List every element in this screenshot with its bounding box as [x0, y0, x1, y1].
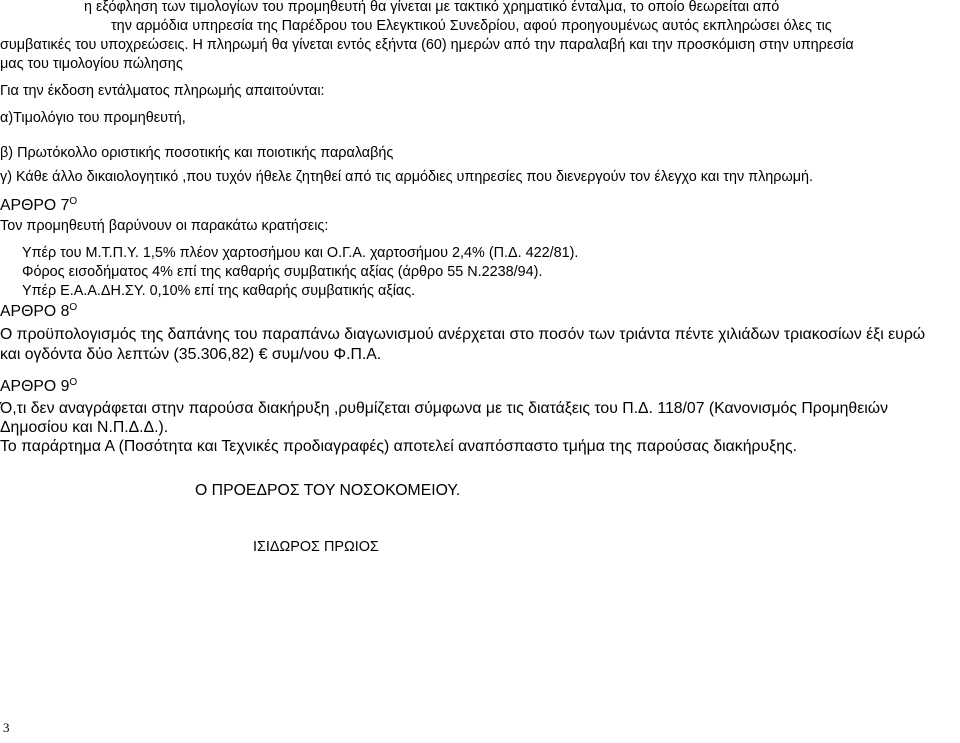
article-7-intro: Τον προμηθευτή βαρύνουν οι παρακάτω κρατήσεις: — [0, 218, 329, 234]
deduction-1: Υπέρ του Μ.Τ.Π.Υ. 1,5% πλέον χαρτοσήμου και Ο.Γ.Α. χαρτοσήμου 2,4% (Π.Δ. 422/81). — [22, 245, 579, 261]
annex-statement: Το παράρτημα Α (Ποσότητα και Τεχνικές προδιαγραφές) αποτελεί αναπόσπαστο τμήμα της παρούσας διακήρυξης. — [0, 438, 797, 455]
intro-line-4: μας του τιμολογίου πώλησης — [0, 56, 183, 72]
article-8-title: ΑΡΘΡΟ $8^O$ — [0, 302, 78, 320]
article-8-line-1: Ο προϋπολογισμός της δαπάνης του παραπάνω διαγωνισμού ανέρχεται στο ποσόν των τριάντα πέντε χιλιάδων τριακοσίων έξι ευρώ — [0, 326, 926, 343]
article-7-superscript: Ο — [69, 196, 78, 207]
article-7-title: ΑΡΘΡΟ $7^O$ — [0, 196, 78, 214]
signature-name: ΙΣΙΔΩΡΟΣ ΠΡΩΙΟΣ — [253, 539, 379, 555]
deduction-3: Υπέρ Ε.Α.Α.ΔΗ.ΣΥ. 0,10% επί της καθαρής συμβατικής αξίας. — [22, 283, 416, 299]
article-9-line-1: Ό,τι δεν αναγράφεται στην παρούσα διακήρυξη ,ρυθμίζεται σύμφωνα με τις διατάξεις του Π.Δ. 118/07 (Κανονισμός Προμηθειών — [0, 400, 888, 417]
article-9-superscript: Ο — [69, 377, 78, 388]
article-9-line-2: Δημοσίου και Ν.Π.Δ.Δ.). — [0, 419, 169, 436]
signature-title: Ο ΠΡΟΕΔΡΟΣ ΤΟΥ ΝΟΣΟΚΟΜΕΙΟΥ. — [195, 482, 461, 499]
requirement-b: β) Πρωτόκολλο οριστικής ποσοτικής και ποιοτικής παραλαβής — [0, 145, 394, 161]
intro-line-2: την αρμόδια υπηρεσία της Παρέδρου του Ελεγκτικού Συνεδρίου, αφού προηγουμένως αυτός εκπληρώσει όλες τις — [111, 18, 832, 34]
article-9-title: ΑΡΘΡΟ $9^O$ — [0, 377, 78, 395]
requirements-heading: Για την έκδοση εντάλματος πληρωμής απαιτούνται: — [0, 83, 325, 99]
deduction-2: Φόρος εισοδήματος 4% επί της καθαρής συμβατικής αξίας (άρθρο 55 Ν.2238/94). — [22, 264, 543, 280]
article-8-line-2: και ογδόντα δύο λεπτών (35.306,82) € συμ/νου Φ.Π.Α. — [0, 346, 382, 363]
page-number: 3 — [3, 720, 10, 735]
requirement-c: γ) Κάθε άλλο δικαιολογητικό ,που τυχόν ήθελε ζητηθεί από τις αρμόδιες υπηρεσίες που διενεργούν τον έλεγχο και την πληρωμή. — [0, 169, 813, 185]
article-8-superscript: Ο — [69, 302, 78, 313]
intro-line-3: συμβατικές του υποχρεώσεις. Η πληρωμή θα γίνεται εντός εξήντα (60) ημερών από την παραλαβή και την προσκόμιση στην υπηρεσία — [0, 37, 854, 53]
requirement-a: α)Τιμολόγιο του προμηθευτή, — [0, 110, 186, 126]
intro-line-1: η εξόφληση των τιμολογίων του προμηθευτή θα γίνεται με τακτικό χρηματικό ένταλμα, το οποίο θεωρείται από — [84, 0, 780, 15]
